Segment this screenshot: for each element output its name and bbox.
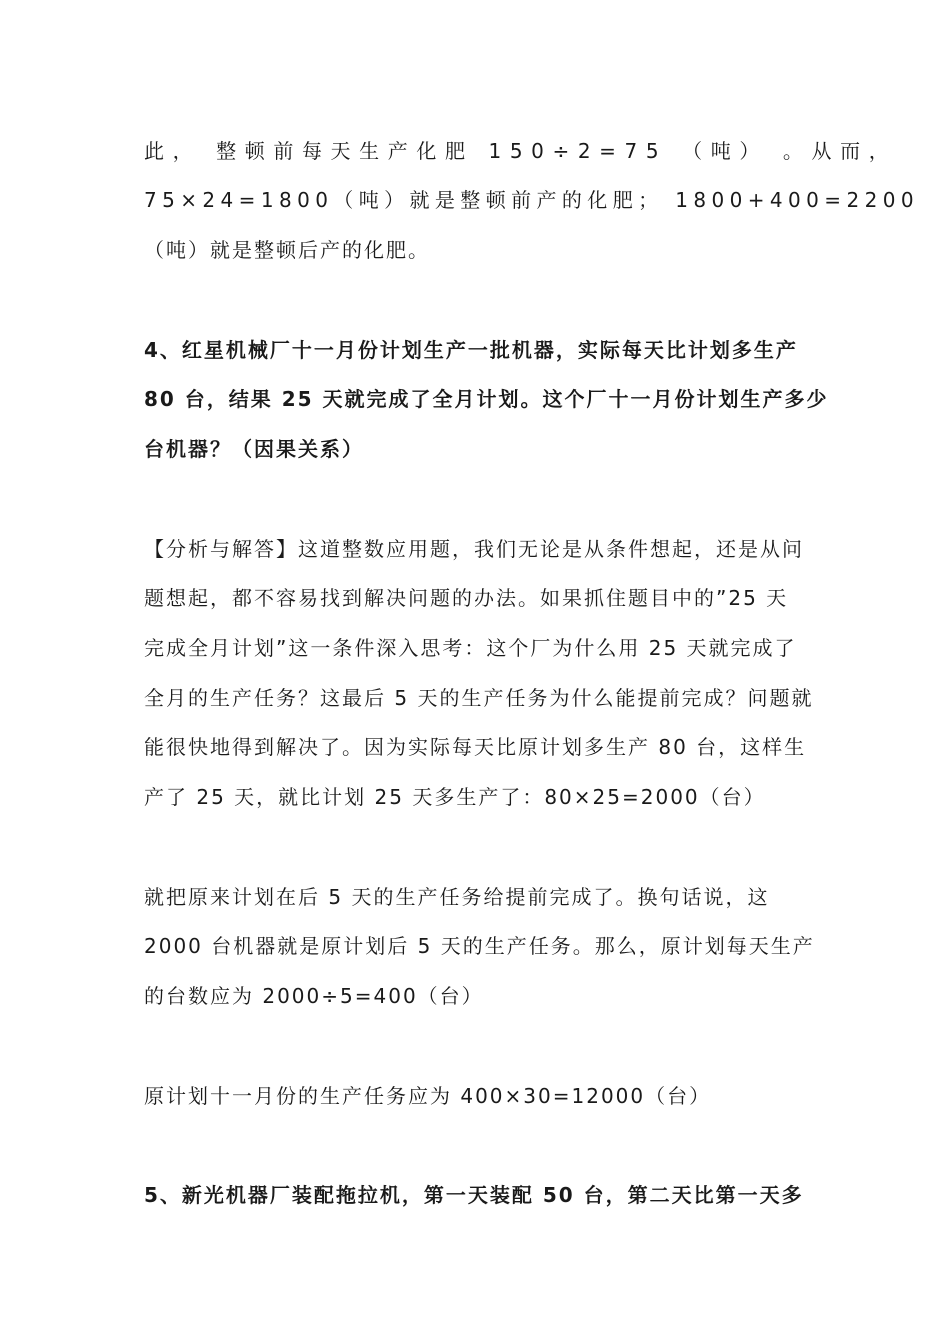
question4-line-1: 4、红星机械厂十一月份计划生产一批机器，实际每天比计划多生产 [144,338,798,362]
followup-line-1: 就把原来计划在后 5 天的生产任务给提前完成了。换句话说，这 [144,885,770,909]
intro-line-3: （吨）就是整顿后产的化肥。 [144,238,430,262]
analysis-line-2: 题想起，都不容易找到解决问题的办法。如果抓住题目中的”25 天 [144,586,789,610]
result-line-1: 原计划十一月份的生产任务应为 400×30=12000（台） [144,1084,712,1108]
intro-line-2: 75×24=1800（吨）就是整顿前产的化肥； 1800+400=2200 [144,188,919,212]
intro-line-1: 此， 整顿前每天生产化肥 150÷2=75 （吨） 。从而， [144,139,898,163]
question4-line-3: 台机器？（因果关系） [144,437,364,461]
question5-line-1: 5、新光机器厂装配拖拉机，第一天装配 50 台，第二天比第一天多 [144,1183,804,1207]
followup-line-2: 2000 台机器就是原计划后 5 天的生产任务。那么，原计划每天生产 [144,934,815,958]
analysis-line-4: 全月的生产任务？这最后 5 天的生产任务为什么能提前完成？问题就 [144,686,814,710]
analysis-line-5: 能很快地得到解决了。因为实际每天比原计划多生产 80 台，这样生 [144,735,807,759]
analysis-line-1: 【分析与解答】这道整数应用题，我们无论是从条件想起，还是从问 [144,537,804,561]
question4-line-2: 80 台，结果 25 天就完成了全月计划。这个厂十一月份计划生产多少 [144,387,829,411]
analysis-line-3: 完成全月计划”这一条件深入思考：这个厂为什么用 25 天就完成了 [144,636,797,660]
analysis-line-6: 产了 25 天，就比计划 25 天多生产了：80×25=2000（台） [144,785,766,809]
followup-line-3: 的台数应为 2000÷5=400（台） [144,984,484,1008]
